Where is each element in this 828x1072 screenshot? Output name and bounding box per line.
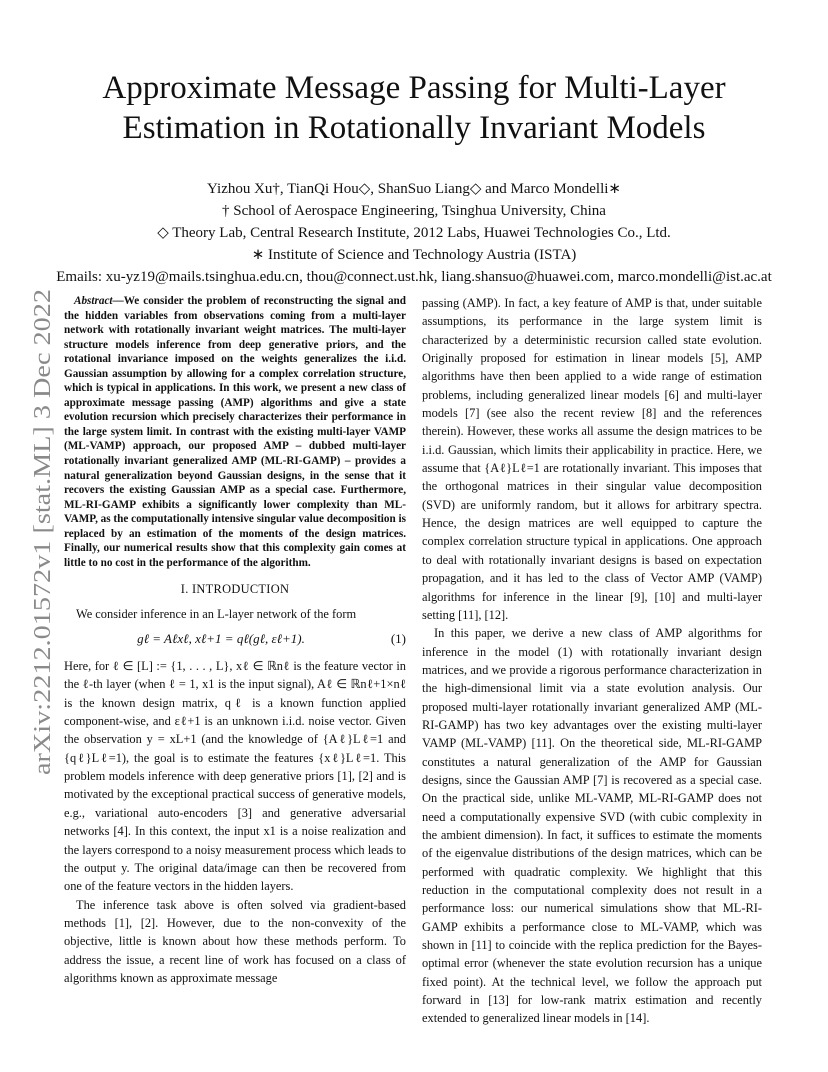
equation-body: gℓ = Aℓxℓ, xℓ+1 = qℓ(gℓ, εℓ+1). (137, 630, 305, 646)
affiliation-tsinghua: † School of Aerospace Engineering, Tsinghua University, China (222, 203, 606, 219)
title-line-2: Estimation in Rotationally Invariant Models (122, 110, 706, 146)
author-list: Yizhou Xu†, TianQi Hou◇, ShanSuo Liang◇ and Marco Mondelli∗ (207, 181, 621, 197)
left-column (64, 294, 406, 987)
equation-number: (1) (390, 630, 406, 646)
section-heading-introduction: I. INTRODUCTION (180, 582, 290, 597)
paper-title (0, 68, 828, 148)
author-emails: Emails: xu-yz19@mails.tsinghua.edu.cn, thou@connect.ust.hk, liang.shansuo@huawei.com, marco.mondelli@ist.ac.at (56, 269, 772, 285)
affiliation-ista: ∗ Institute of Science and Technology Austria (ISTA) (251, 247, 577, 263)
affiliation-huawei: ◇ Theory Lab, Central Research Institute, 2012 Labs, Huawei Technologies Co., Ltd. (157, 225, 671, 241)
intro-sentence: We consider inference in an L-layer network of the form (76, 606, 357, 621)
intro-paragraph-4: In this paper, we derive a new class of AMP algorithms for inference in the model (1) with rotationally invariant design matrices, and we provide a rigorous performance characterization in the high-dimensional limit via a state evolution analysis. Our proposed multi-layer rotationally invariant generalized AMP (ML-RI-GAMP) has two key advantages over the existing multi-layer VAMP (ML-VAMP) [11]. On the theoretical side, ML-RI-GAMP constitutes a natural generalization of the AMP for Gaussian designs, since the Gaussian AMP [7] is recovered as a special case. On the practical side, unlike ML-VAMP, ML-RI-GAMP does not need a computationally expensive SVD (with cubic complexity in the ambient dimension). In fact, it suffices to estimate the moments of the eigenvalue distributions of the design matrices, which can be performed with quadratic complexity. We highlight that this reduction in the computational complexity does not result in a performance loss: our numerical simulations show that ML-RI-GAMP exhibits a performance close to ML-VAMP, which was shown in [11] to coincide with the replica prediction for the Bayes-optimal error (whenever the state evolution recursion has a unique fixed point). At the technical level, we follow the approach put forward in [13] for low-rank matrix estimation and recently extended to generalized linear models in [14]. (422, 626, 762, 1026)
equation-1 (64, 625, 406, 653)
abstract (64, 294, 406, 570)
right-column (422, 294, 762, 1028)
intro-paragraph-3: passing (AMP). In fact, a key feature of AMP is that, under suitable assumptions, its performance in the large system limit is characterized by a deterministic recursion called state evolution. Originally proposed for estimation in linear models [5], AMP algorithms have then been applied to a wide range of estimation problems, including generalized linear models [6] and multi-layer models [7] (see also the recent review [8] and the references therein). However, these works all assume the design matrices to be i.i.d. Gaussian, which limits their applicability in practice. Here, we assume that {Aℓ}Lℓ=1 are rotationally invariant. This imposes that the orthogonal matrices in their singular value decomposition (SVD) are uniformly random, but it allows for arbitrary spectra. Hence, the design matrices are well equipped to capture the complex correlation structure typical in applications. One approach to deal with rotationally invariant designs is based on expectation propagation, and it has led to the class of Vector AMP (VAMP) algorithms for inference in the linear [9], [10] and multi-layer setting [11], [12]. (422, 296, 762, 622)
author-block (0, 178, 828, 288)
arxiv-stamp (24, 285, 60, 775)
arxiv-identifier: arXiv:2212.01572v1 [stat.ML] 3 Dec 2022 (30, 361, 56, 775)
abstract-label: Abstract (74, 295, 113, 307)
title-line-1: Approximate Message Passing for Multi-Layer (102, 70, 726, 106)
intro-paragraph-2: The inference task above is often solved via gradient-based methods [1], [2]. However, due to the non-convexity of the objective, little is known about how these methods perform. To address the issue, a recent line of work has focused on a class of algorithms known as approximate message (64, 897, 406, 985)
abstract-text: —We consider the problem of reconstructing the signal and the hidden variables from observations coming from a multi-layer network with rotationally invariant weight matrices. The multi-layer structure models inference from deep generative priors, and the rotational invariance imposed on the weights generalizes the i.i.d. Gaussian assumption by allowing for a complex correlation structure, which is typical in applications. In this work, we present a new class of approximate message passing (AMP) algorithms and give a state evolution recursion which precisely characterizes their performance in the large system limit. In contrast with the existing multi-layer VAMP (ML-VAMP) approach, our proposed AMP – dubbed multi-layer rotationally invariant generalized AMP (ML-RI-GAMP) – provides a natural generalization beyond Gaussian designs, in the sense that it recovers the existing Gaussian AMP as a special case. Furthermore, ML-RI-GAMP exhibits a significantly lower complexity than ML-VAMP, as the computationally intensive singular value decomposition is replaced by an estimation of the moments of the design matrices. Finally, our numerical results show that this complexity gain comes at little to no cost in the performance of the algorithm. (64, 295, 406, 569)
intro-paragraph-1: Here, for ℓ ∈ [L] := {1, . . . , L}, xℓ ∈ ℝnℓ is the feature vector in the ℓ-th layer (when ℓ = 1, x1 is the input signal), Aℓ ∈ ℝnℓ+1×nℓ is the known design matrix, qℓ is a known function applied component-wise, and εℓ+1 is an unknown i.i.d. noise vector. Given the observation y = xL+1 (and the knowledge of {Aℓ}Lℓ=1 and {qℓ}Lℓ=1), the goal is to estimate the features {xℓ}Lℓ=1. This problem models inference with deep generative priors [1], [2] and is motivated by the exceptional practical success of generative models, e.g., variational auto-encoders [3] and generative adversarial networks [4]. In this context, the input x1 is a noise realization and the layers correspond to a noisy measurement process which leads to the output y. The original data/image can then be recovered from one of the feature vectors in the hidden layers. (64, 659, 406, 894)
